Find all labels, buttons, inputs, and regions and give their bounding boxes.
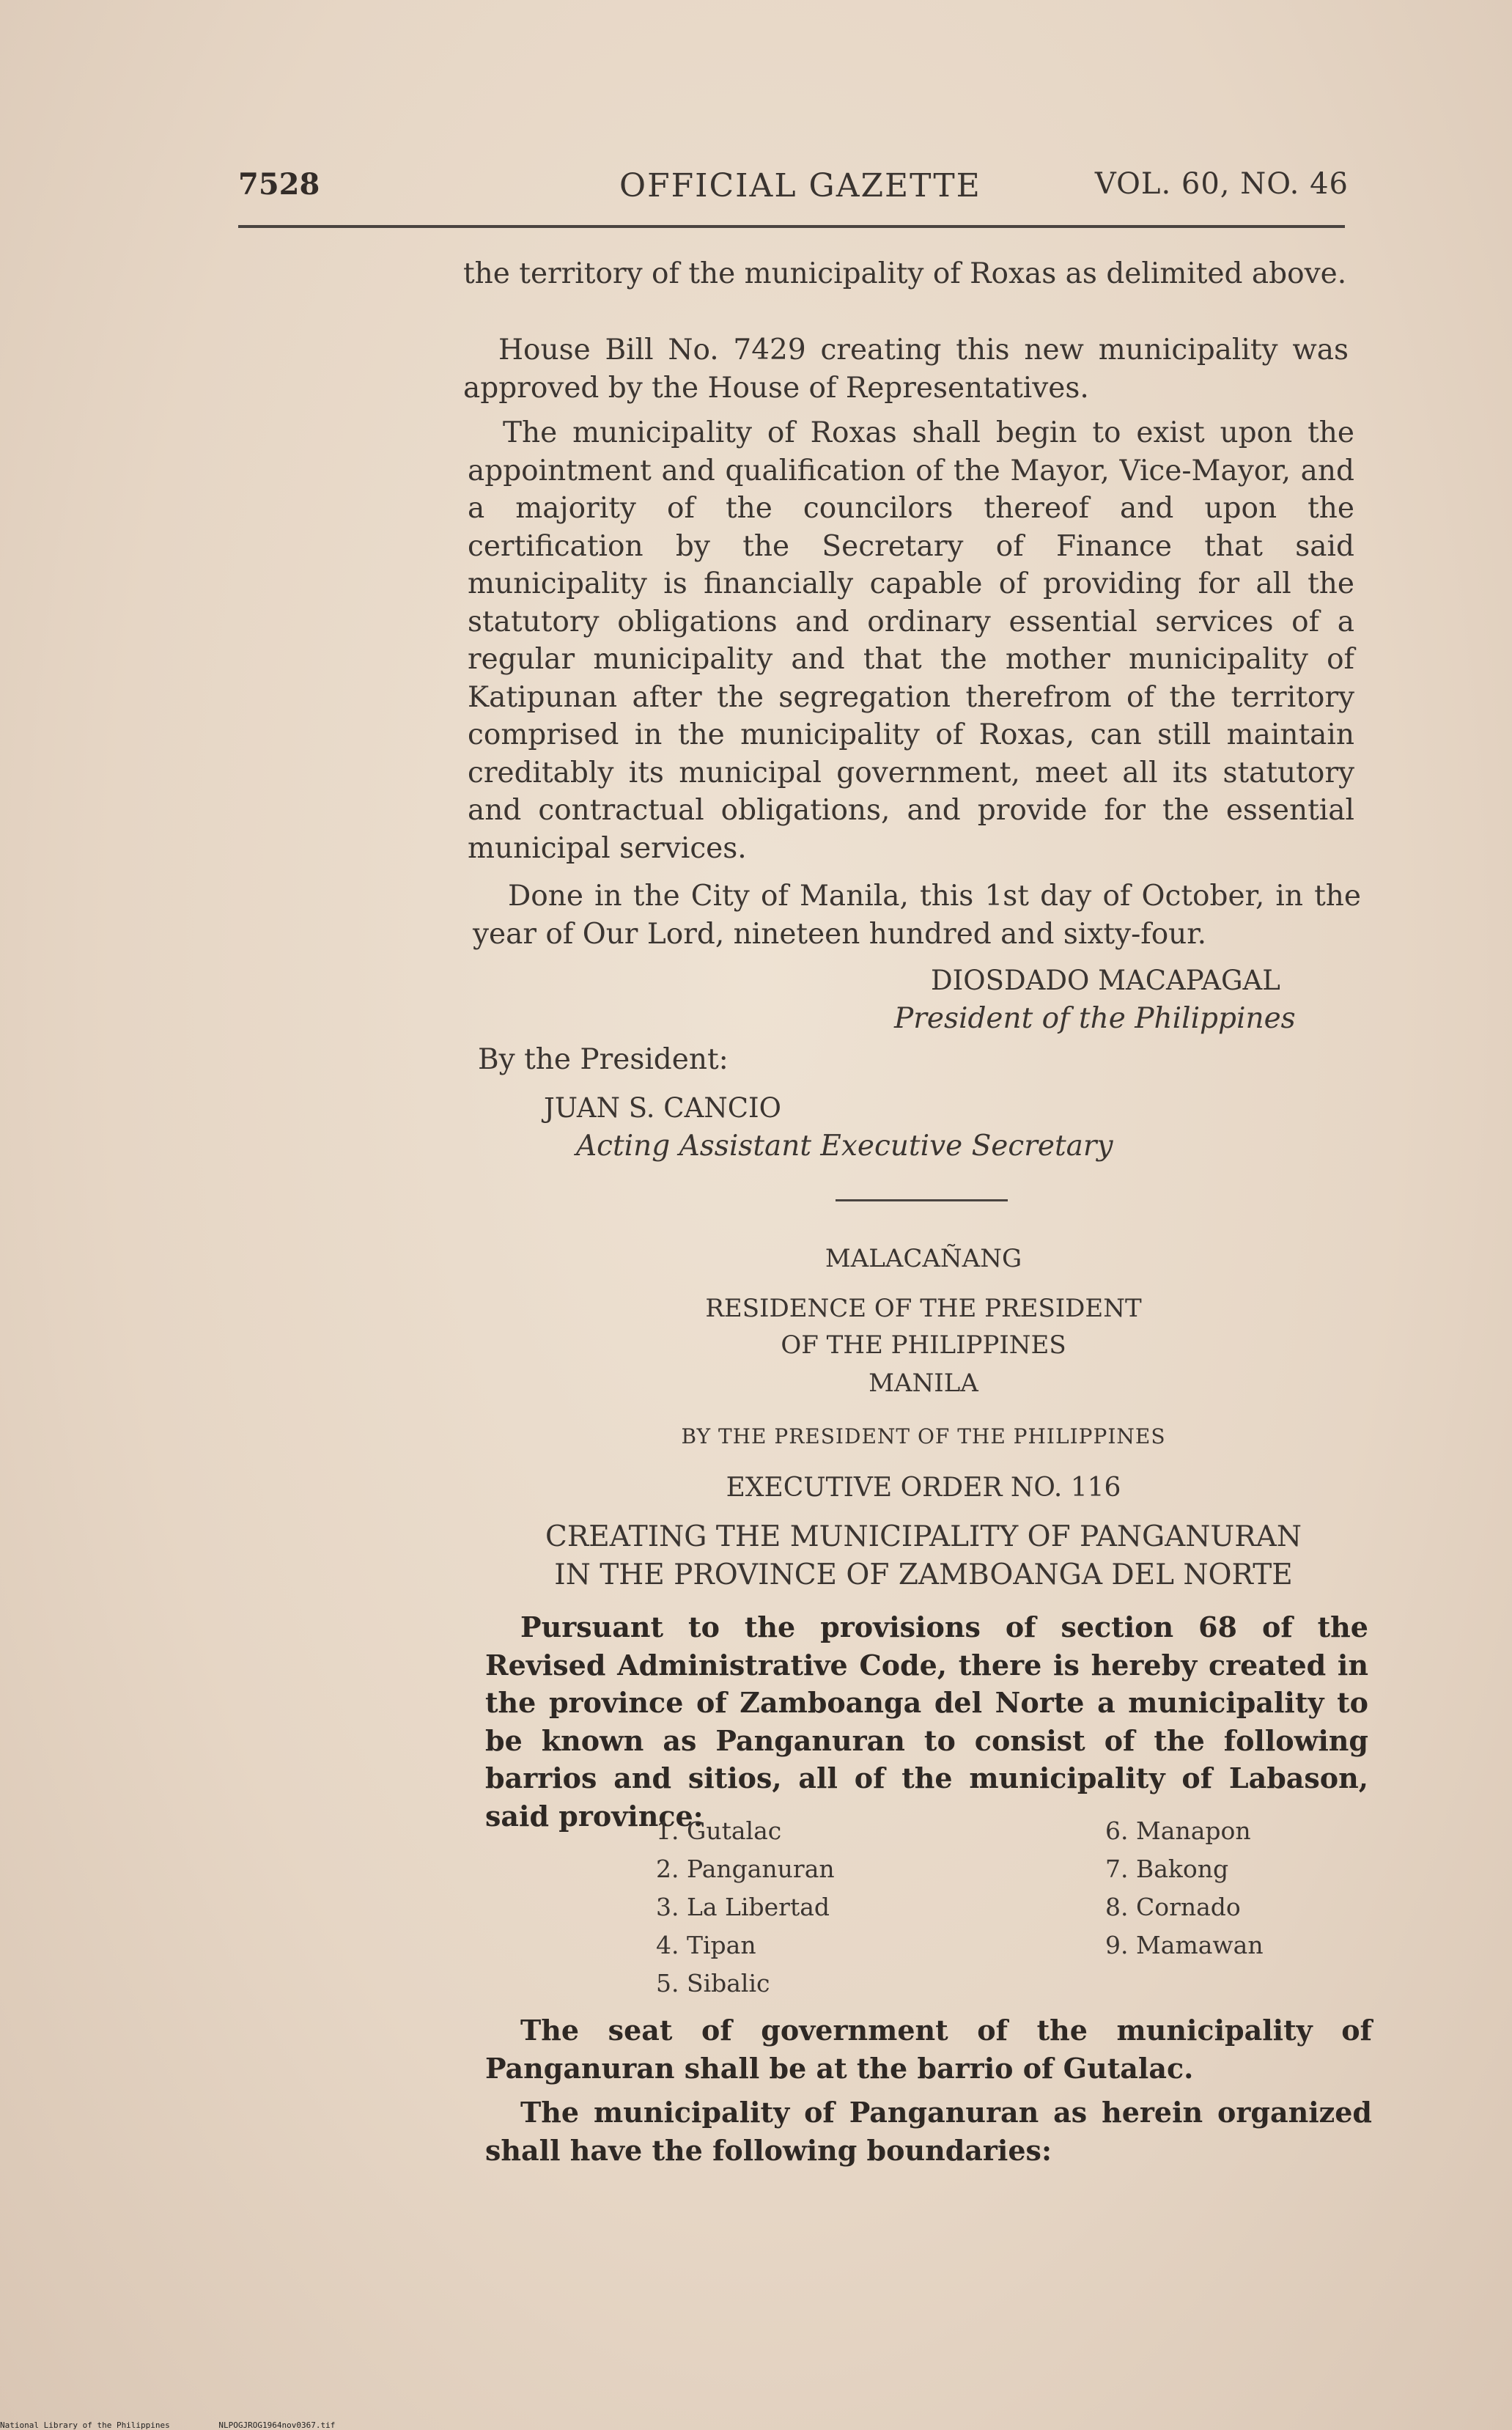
scan-footer [0, 2420, 379, 2430]
list-item: 9. Mamawan [1105, 1931, 1264, 1959]
city-name: MANILA [869, 1369, 978, 1398]
section-divider [836, 1199, 1008, 1201]
by-the-president-label: By the President: [478, 1043, 729, 1076]
list-item: 2. Panganuran [656, 1855, 835, 1883]
volume-number: VOL. 60, NO. 46 [1094, 167, 1349, 201]
header-rule [238, 225, 1345, 228]
list-item: 8. Cornado [1105, 1893, 1241, 1921]
publication-title: OFFICIAL GAZETTE [619, 167, 981, 205]
residence-line-2: OF THE PHILIPPINES [781, 1330, 1066, 1360]
library-credit: National Library of the Philippines [0, 2420, 170, 2430]
order-heading-line-1: CREATING THE MUNICIPALITY OF PANGANURAN [545, 1520, 1302, 1553]
paragraph-municipality-existence: The municipality of Roxas shall begin to exist upon the appointment and qualification of the Mayor, Vice-Mayor, and a majority of the councilors thereof and upon the certification by the Secretary of Finance that said municipality is financially capable of providing for all the statutory obligations and ordinary essential services of a regular municipality and that the mother municipality of Katipunan after the segregation therefrom of the territory comprised in the municipality of Roxas, can still maintain creditably its municipal government, meet all its statutory and contractual obligations, and provide for the essential municipal services. [468, 416, 1354, 865]
list-item: 6. Manapon [1105, 1816, 1251, 1845]
signatory-name: DIOSDADO MACAPAGAL [931, 965, 1280, 996]
signatory-title: President of the Philippines [894, 1002, 1296, 1035]
secretary-name: JUAN S. CANCIO [544, 1092, 781, 1124]
secretary-title: Acting Assistant Executive Secretary [576, 1130, 1113, 1163]
order-heading-line-2: IN THE PROVINCE OF ZAMBOANGA DEL NORTE [554, 1558, 1293, 1591]
paragraph-continuation: the territory of the municipality of Roxas as delimited above. [463, 257, 1347, 290]
residence-line-1: RESIDENCE OF THE PRESIDENT [705, 1294, 1142, 1323]
running-header [238, 167, 1349, 211]
list-item: 5. Sibalic [656, 1969, 770, 1998]
by-the-president-heading: BY THE PRESIDENT OF THE PHILIPPINES [681, 1424, 1166, 1448]
paragraph-done-in-manila: Done in the City of Manila, this 1st day of October, in the year of Our Lord, nineteen hundred and sixty-four. [473, 880, 1361, 951]
paragraph-seat-of-government: The seat of government of the municipality of Panganuran shall be at the barrio of Gutalac. [485, 2014, 1372, 2085]
list-item: 4. Tipan [656, 1931, 756, 1959]
list-item: 7. Bakong [1105, 1855, 1229, 1883]
page-number: 7528 [238, 167, 320, 202]
list-item: 3. La Libertad [656, 1893, 830, 1921]
scan-filename: NLPOGJROG1964nov0367.tif [218, 2420, 336, 2430]
paragraph-pursuant: Pursuant to the provisions of section 68 of the Revised Administrative Code, there is hereby created in the province of Zamboanga del Norte a municipality to be known as Panganuran to consist of the following barrios and sitios, all of the municipality of Labason, said province: [485, 1610, 1368, 1833]
palace-name: MALACAÑANG [825, 1244, 1022, 1273]
list-item: 1. Gutalac [656, 1816, 782, 1845]
executive-order-number: EXECUTIVE ORDER NO. 116 [726, 1473, 1121, 1503]
paragraph-house-bill: House Bill No. 7429 creating this new municipality was approved by the House of Representatives. [463, 334, 1349, 405]
paragraph-boundaries: The municipality of Panganuran as herein organized shall have the following boundaries: [485, 2096, 1372, 2167]
